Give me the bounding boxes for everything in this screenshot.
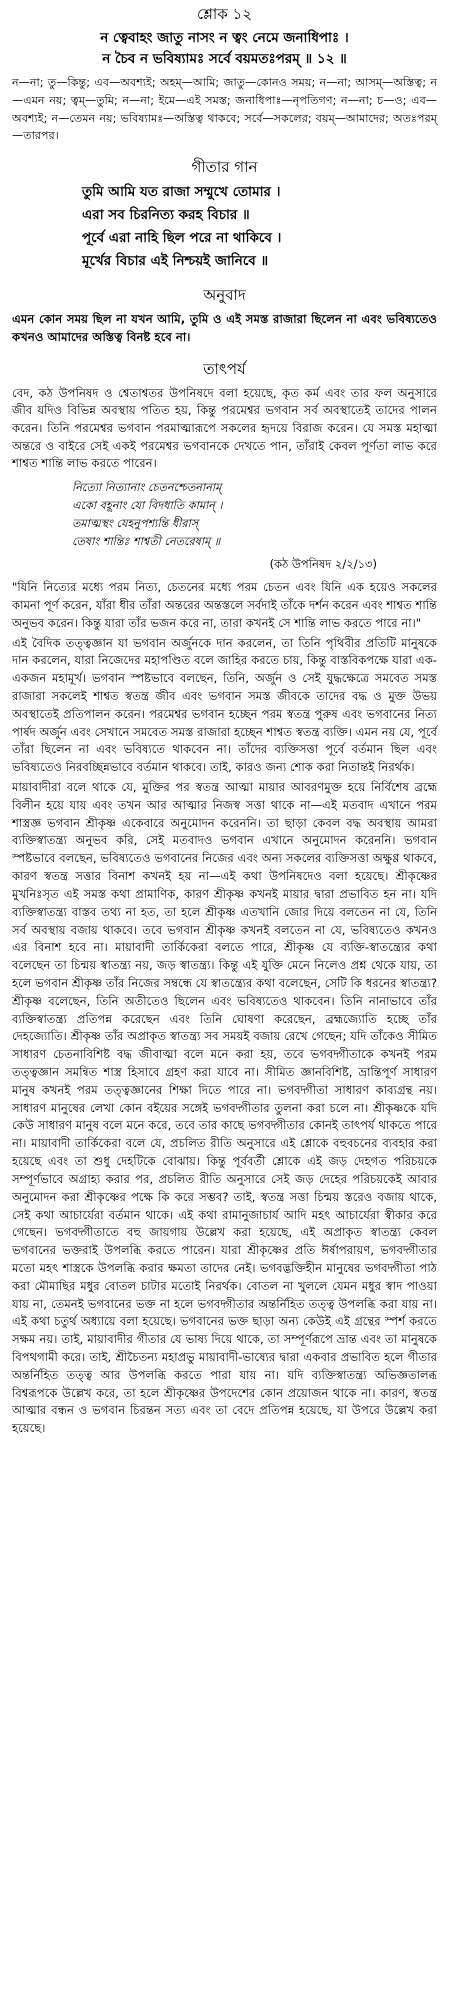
quote-line: একো বহূনাং যো বিদধাতি কামান্ । [72,499,223,513]
verse-line: ন চৈব ন ভবিষ্যামঃ সর্বে বয়মতঃপরম্ ॥ ১২ ॥ [102,51,347,67]
purport-heading: তাৎপর্য [203,359,246,378]
sanskrit-quote [12,479,437,551]
song-line: তুমি আমি যত রাজা সম্মুখে তোমার । [82,184,281,201]
verse-heading: শ্লোক ১২ [197,5,252,23]
quote-line: তেষাং শান্তিঃ শাশ্বতী নেতরেষাম্ ॥ [72,535,221,549]
translation-text: এমন কোন সময় ছিল না যখন আমি, তুমি ও এই সমস্ত রাজারা ছিলেন না এবং ভবিষ্যতেও কখনও আমাদের অস্তিত্ব বিনষ্ট হবে না। [12,312,437,344]
quote-translation: "যিনি নিত্যের মধ্যে পরম নিত্য, চেতনের মধ্যে পরম চেতন এবং যিনি এক হয়েও সকলের কামনা পূর্ণ করেন, যাঁরা ধীর তাঁরা অন্তরের অন্তস্তলে সর্বদাই তাঁকে দর্শন করেন এবং শাশ্বত শান্তি অনুভব করেন। কিন্তু যারা তাঁর ভজন করে না, তারা কখনই সে শান্তি লাভ করতে পারে না।" [12,580,437,630]
verse-line: ন ত্বেবাহং জাতু নাসং ন ত্বং নেমে জনাধিপাঃ । [100,30,349,46]
quote-reference: (কঠ উপনিষদ ২/২/১৩) [269,557,377,572]
song-block [12,181,437,273]
song-line: এরা সব চিরনিত্য করহ বিচার ॥ [82,207,250,224]
song-line: পূর্বে এরা নাহি ছিল পরে না থাকিবে । [82,230,282,247]
word-for-word: ন—না; তু—কিন্তু; এব—অবশ্যই; অহম্—আমি; জাতু—কোনও সময়; ন—না; আসম্—অস্তিত্ব; ন—এমন নয়; ত্বম্—তুমি; ন—না; ইমে—এই সমস্ত; জনাধিপাঃ—নৃপতিগণ; ন—না; চ—ও; এব—অবশ্যই; ন—তেমন নয়; ভবিষ্যামঃ—অস্তিত্ব থাকবে; সর্বে—সকলের; বয়ম্—আমাদের; অতঃপরম্—তারপর। [12,76,437,143]
translation-heading: অনুবাদ [203,286,246,305]
quote-line: নিত্যো নিত্যানাং চেতনশ্চেতনানাম্ [72,481,222,495]
purport-intro: বেদ, কঠ উপনিষদ ও শ্বেতাশ্বতর উপনিষদে বলা হয়েছে, কৃত কর্ম এবং তার ফল অনুসারে জীব যদিও বিভিন্ন অবস্থায় পতিত হয়, কিন্তু পরমেশ্বর ভগবান সর্ব অবস্থাতেই তাদের পালন করেন। তিনি পরমেশ্বর ভগবান পরমাত্মারূপে সকলের হৃদয়ে বিরাজ করেন। যে সমস্ত মহাত্মা অন্তরে ও বাইরে সেই একই পরমেশ্বর ভগবানকে দেখতে পান, তাঁরাই কেবল পূর্ণতা লাভ করে শাশ্বত শান্তি লাভ করতে পারেন। [12,385,437,471]
body-paragraph: মায়াবাদীরা বলে থাকে যে, মুক্তির পর স্বতন্ত্র আত্মা মায়ার আবরণমুক্ত হয়ে নির্বিশেষ ব্রহ্মে বিলীন হয়ে যায় এবং তখন আর আত্মার নিজস্ব সত্তা থাকে না—এই মতবাদ এখানে পরম শাস্ত্রজ্ঞ ভগবান শ্রীকৃষ্ণ একেবারে অনুমোদন করেননি। তা ছাড়া কেবল বদ্ধ অবস্থায় আমরা ব্যক্তিস্বাতন্ত্র্য অনুভব করি, সেই মতবাদও ভগবান এখানে অনুমোদন করেননি। ভগবান স্পষ্টভাবে বলছেন, ভবিষ্যতেও ভগবানের নিজের এবং অন্য সকলের ব্যক্তিসত্তা অক্ষুণ্ণ থাকবে, কারণ স্বতন্ত্র সত্তার বিনাশ কখনই হয় না—এই কথা উপনিষদেও বলা হয়েছে। শ্রীকৃষ্ণের মুখনিঃসৃত এই সমস্ত কথা প্রামাণিক, কারণ শ্রীকৃষ্ণ কখনই মায়ার দ্বারা প্রভাবিত হন না। যদি ব্যক্তিস্বাতন্ত্র্য বাস্তব তথ্য না হত, তা হলে শ্রীকৃষ্ণ এতখানি জোর দিয়ে বলতেন না যে, তিনি সর্ব অবস্থায় বজায় থাকবে। তবে ভগবান শ্রীকৃষ্ণ কখনই বলতেন না যে, ভবিষ্যতেও কখনও এর বিনাশ হবে না। মায়াবাদী তার্কিকেরা বলতে পারে, শ্রীকৃষ্ণ যে ব্যক্তি-স্বাতন্ত্র্যের কথা বলেছেন তা চিন্ময় স্বাতন্ত্র্য নয়, জড় স্বাতন্ত্র্য। কিন্তু এই যুক্তি মেনে নিলেও প্রশ্ন থেকে যায়, তা হলে ভগবান শ্রীকৃষ্ণ তাঁর নিজের সম্বন্ধে যে স্বাতন্ত্র্যের কথা বলেছেন, সেটি কি ধরনের স্বাতন্ত্র্য? শ্রীকৃষ্ণ বলেছেন, তিনি অতীতেও ছিলেন এবং ভবিষ্যতেও থাকবেন। তিনি নানাভাবে তাঁর ব্যক্তিস্বাতন্ত্র্য প্রতিপন্ন করেছেন এবং তিনি ঘোষণা করেছেন, ব্রহ্মজ্যোতি হচ্ছে তাঁর দেহজ্যোতি। শ্রীকৃষ্ণ তাঁর অপ্রাকৃত স্বাতন্ত্র্য সব সময়ই বজায় রেখে গেছেন; যদি তাঁকেও সীমিত সাধারণ চেতনাবিশিষ্ট বদ্ধ জীবাত্মা বলে মনে করা হয়, তবে ভগবদ্গীতাকে কখনই পরম তত্ত্বজ্ঞান সমন্বিত শাস্ত্র হিসাবে গ্রহণ করা যাবে না। সীমিত জ্ঞানবিশিষ্ট, ভ্রান্তিপূর্ণ সাধারণ মানুষ কখনই পরম তত্ত্বজ্ঞানের শিক্ষা দিতে পারে না। ভগবদ্গীতা সাধারণ কাব্যগ্রন্থ নয়। সাধারণ মানুষের লেখা কোন বইয়ের সঙ্গেই ভগবদ্গীতার তুলনা করা চলে না। শ্রীকৃষ্ণকে যদি কেউ সাধারণ মানুষ বলে মনে করে, তবে তার কাছে ভগবদ্গীতার কোনই তাৎপর্য থাকতে পারে না। মায়াবাদী তার্কিকেরা বলে যে, প্রচলিত রীতি অনুসারে এই শ্লোকে বহুবচনের ব্যবহার করা হয়েছে এবং তা শুধু দেহটিকে বোঝায়। কিন্তু পূর্ববর্তী শ্লোকে এই জড় দেহগত পরিচয়কে সম্পূর্ণভাবে অগ্রাহ্য করার পর, প্রচলিত রীতি অনুসারে সেই জড় দেহের পরিচয়কেই আবার অনুমোদন করা শ্রীকৃষ্ণের পক্ষে কি করে সম্ভব? তাই, স্বতন্ত্র সত্তা চিন্ময় স্তরেও বজায় থাকে, সেই কথা আচার্যেরা বর্তমান থাকে। এই কথা রামানুজাচার্য আদি মহৎ আচার্যেরা স্বীকার করে গেছেন। ভগবদ্গীতাতে বহু জায়গায় উল্লেখ করা হয়েছে, এই অপ্রাকৃত স্বাতন্ত্র্য কেবল ভগবানের ভক্তরাই উপলব্ধি করতে পারেন। যারা শ্রীকৃষ্ণের প্রতি ঈর্ষাপরায়ণ, ভগবদ্গীতার মতো মহৎ শাস্ত্রকে উপলব্ধি করার ক্ষমতা তাদের নেই। ভগবদ্ভক্তিহীন মানুষের ভগবদ্গীতা পাঠ করা মৌমাছির মধুর বোতল চাটার মতোই নিরর্থক। বোতল না খুললে যেমন মধুর স্বাদ পাওয়া যায় না, তেমনই ভগবানের ভক্ত না হলে ভগবদ্গীতার অন্তর্নিহিত তত্ত্ব উপলব্ধি করা যায় না। এই কথা চতুর্থ অধ্যায়ে বলা হয়েছে। ভগবানের ভক্ত ছাড়া অন্য কেউই এই গ্রন্থের স্পর্শ করতে সক্ষম নয়। তাই, মায়াবাদীর গীতার যে ভাষ্য দিয়ে থাকে, তা সম্পূর্ণরূপে ভ্রান্ত এবং তা মানুষকে বিপথগামী করে। তাই, শ্রীচৈতন্য মহাপ্রভু মায়াবাদী-ভাষ্যের দ্বারা একবার প্রভাবিত হলে গীতার অন্তর্নিহিত তত্ত্ব আর উপলব্ধি করতে পারা যায় না। যদি ব্যক্তিস্বাতন্ত্র্য অভিজ্ঞতালব্ধ বিশ্বরূপকে উল্লেখ করে, তা হলে শ্রীকৃষ্ণের উপদেশের কোন প্রয়োজন থাকে না। কারণ, স্বতন্ত্র আত্মার বন্ধন ও ভগবান চিরন্তন সত্য এবং তা বেদে প্রতিপন্ন হয়েছে, যা উপরে উল্লেখ করা হয়েছে। [12,780,437,1436]
song-heading: গীতার গান [191,158,258,177]
verse-block [12,28,437,70]
quote-line: তমাত্মস্থং যেহনুপশ্যন্তি ধীরাস্ [72,517,199,531]
song-line: মূর্খের বিচার এই নিশ্চয়ই জানিবে ॥ [82,253,269,270]
body-paragraph: এই বৈদিক তত্ত্বজ্ঞান যা ভগবান অর্জুনকে দান করলেন, তা তিনি পৃথিবীর প্রতিটি মানুষকে দান করলেন, যারা নিজেদের মহাপণ্ডিত বলে জাহির করতে চায়, কিন্তু বাস্তবিকপক্ষে যারা এক-একজন মহামূর্খ। ভগবান স্পষ্টভাবে বলছেন, তিনি, অর্জুন ও সেই যুদ্ধক্ষেত্রে সমবেত সমস্ত রাজারা সকলেই শাশ্বত স্বতন্ত্র জীব এবং ভগবান সমস্ত জীবকে তাদের বদ্ধ ও মুক্ত উভয় অবস্থাতেই প্রতিপালন করেন। পরমেশ্বর ভগবান হচ্ছেন পরম স্বতন্ত্র পুরুষ এবং ভগবানের নিত্য পার্ষদ অর্জুন এবং সেখানে সমবেত সমস্ত রাজারা হচ্ছেন শাশ্বত স্বতন্ত্র ব্যক্তি। এমন নয় যে, পূর্বে তাঁরা ছিলেন না এবং ভবিষ্যতে থাকবেন না। তাঁদের ব্যক্তিসত্তা পূর্বে বর্তমান ছিল এবং ভবিষ্যতেও নিরবচ্ছিন্নভাবে বর্তমান থাকবে। তাই, কারও জন্য শোক করা নিতান্তই নিরর্থক। [12,635,437,775]
